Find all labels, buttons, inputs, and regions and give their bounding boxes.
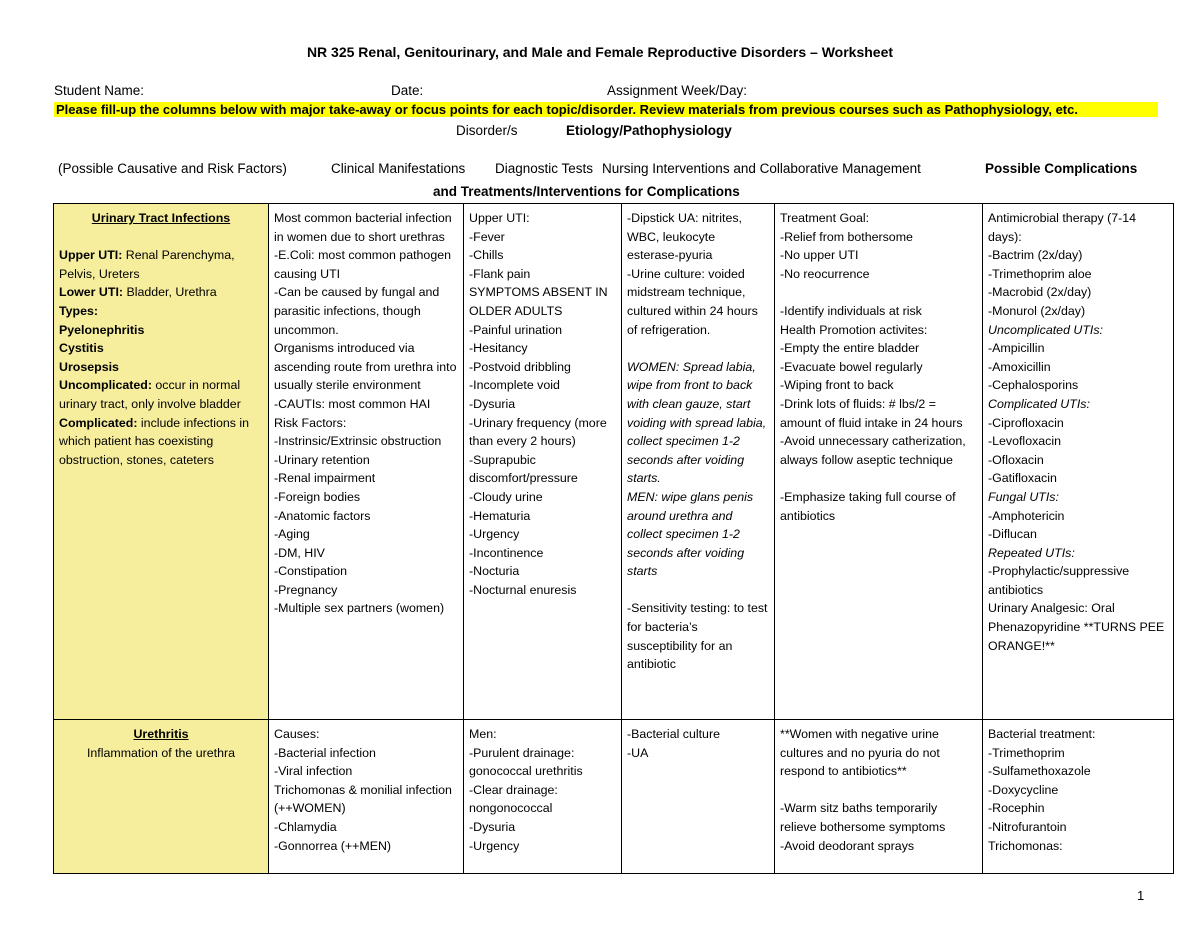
disorder-cell [54,204,269,720]
cell-line [780,725,977,781]
cell-line-text: -Cephalosporins [988,378,1079,393]
cell-line-text: -Gatifloxacin [988,471,1057,486]
cell-line [988,725,1168,744]
clinical-cell [464,720,622,874]
date-label: Date: [391,83,424,98]
cell-line [274,525,458,544]
cell-line-detail: Renal Parenchyma, Pelvis, Ureters [59,248,235,281]
cell-line-text: -DM, HIV [274,545,325,560]
cell-line [469,725,616,744]
cell-line [469,283,616,320]
cell-line-text: -Fever [469,229,505,244]
cell-line-text: -Trimethoprim aloe [988,266,1092,281]
cell-line [274,837,458,856]
cell-line [469,544,616,563]
cell-line-text: Men: [469,727,497,741]
cell-line-text: Lower UTI: [59,285,124,300]
cell-line-text: -Hematuria [469,508,531,523]
cell-line-text: -Bacterial infection [274,745,376,760]
cell-line-text: -Rocephin [988,801,1045,816]
cell-line-text: Pyelonephritis [59,322,145,337]
cell-line-text: -Cloudy urine [469,489,543,504]
cell-line-text: -Doxycycline [988,782,1059,797]
cell-line [988,488,1168,507]
cell-line-text: Fungal UTIs: [988,489,1059,504]
header-treatments: and Treatments/Interventions for Complications [433,184,740,199]
cell-line [780,781,977,800]
cell-line-text: -Can be caused by fungal and parasitic infections, though uncommon. [274,285,440,337]
header-causes: (Possible Causative and Risk Factors) [58,161,287,176]
cell-lines [274,209,458,618]
cell-line [469,246,616,265]
cell-line [59,302,263,321]
cell-line-text: -Incontinence [469,545,544,560]
cell-line [274,725,458,744]
cell-line [469,744,616,781]
cell-lines [469,725,616,855]
cell-line-text: -Warm sitz baths temporarily relieve bothersome symptoms [780,801,946,834]
cell-line-text: -Wiping front to back [780,378,894,393]
cell-line [59,321,263,340]
cell-line-text: -Ampicillin [988,341,1045,356]
cell-line [274,599,458,618]
cell-line [274,762,458,781]
cell-line-text: Treatment Goal: [780,211,870,225]
diagnostic-cell [622,204,775,720]
cell-line [274,209,458,246]
cell-line [988,799,1168,818]
cell-line-text: Uncomplicated: [59,378,152,393]
cell-line-text: -Urgency [469,838,520,853]
cell-line-text: Types: [59,303,99,318]
cell-line [988,358,1168,377]
cell-line [627,265,769,339]
instructions-highlight: Please fill-up the columns below with major take-away or focus points for each topic/disorder. Review materials from previous courses such as Pathophysiology, etc. [54,102,1158,117]
cell-line-text: Complicated UTIs: [988,396,1090,411]
cell-line [780,469,977,488]
cell-line-text: -Aging [274,527,310,542]
cell-line-text: -No reocurrence [780,266,870,281]
cell-line-text: -Prophylactic/suppressive antibiotics [988,564,1130,597]
cell-line-text: -Clear drainage: nongonococcal [469,782,558,816]
cell-line-text: -Sensitivity testing: to test for bacteria’s susceptibility for an antibiotic [627,601,768,672]
cell-line [780,209,977,228]
cell-line [988,781,1168,800]
cell-line-text: -Incomplete void [469,378,560,393]
cell-line-text: Causes: [274,727,320,741]
nursing-cell [775,204,983,720]
cell-line-text: -Ciprofloxacin [988,415,1064,430]
cell-line [59,283,263,302]
cell-line [988,762,1168,781]
cell-line-text: -Anatomic factors [274,508,371,523]
cell-line-text: -Identify individuals at risk [780,303,922,318]
cell-line [274,781,458,818]
cell-line-text: -Urgency [469,527,520,542]
cell-line [780,837,977,856]
cell-line-text: -Nocturia [469,564,520,579]
cell-line-text: -Purulent drainage: gonococcal urethritis [469,745,583,779]
cell-line [988,339,1168,358]
cell-line-text: -Avoid unnecessary catherization, always follow aseptic technique [780,434,966,467]
cell-line-text: Complicated: [59,415,138,430]
cell-line-text: -Macrobid (2x/day) [988,285,1092,300]
cell-line [274,246,458,283]
cell-lines [627,209,769,674]
cell-line [988,525,1168,544]
cell-line [469,488,616,507]
cell-line-text: -Foreign bodies [274,489,361,504]
cell-line-text: Repeated UTIs: [988,545,1075,560]
cell-line [988,209,1168,246]
cell-line [469,228,616,247]
cell-line [988,544,1168,563]
cell-line [274,395,458,414]
cell-line [59,339,263,358]
nursing-cell [775,720,983,874]
cell-line-text: -No upper UTI [780,248,859,263]
cell-line [469,818,616,837]
cell-lines [988,209,1168,655]
cell-line-text: -Nitrofurantoin [988,819,1067,834]
etiology-cell [269,204,464,720]
cell-line-text: WOMEN: Spread labia, wipe from front to back with clean gauze, start voiding with spread labia, collect specimen 1-2 seconds after voiding starts. [627,359,767,486]
cell-line [274,432,458,451]
cell-lines [274,725,458,855]
disorder-cell [54,720,269,874]
cell-line-text: -Nocturnal enuresis [469,582,577,597]
cell-line [627,209,769,265]
cell-line [988,302,1168,321]
cell-line [780,799,977,836]
cell-line [469,451,616,488]
cell-line-text: **Women with negative urine cultures and no pyuria do not respond to antibiotics** [780,727,940,779]
diagnostic-cell [622,720,775,874]
cell-line-text: -Relief from bothersome [780,229,913,244]
header-diagnostic: Diagnostic Tests [495,161,594,176]
cell-line-text: Uncomplicated UTIs: [988,322,1103,337]
cell-line-text: Most common bacterial infection in women due to short urethras [274,211,452,244]
cell-line [469,321,616,340]
cell-line [627,725,769,744]
cell-line [988,599,1168,655]
cell-line [627,744,769,763]
cell-line-text: -Drink lots of fluids: # lbs/2 = amount of fluid intake in 24 hours [780,396,963,430]
cell-line [627,358,769,488]
cell-line-text: -Hesitancy [469,341,528,356]
cell-line [780,228,977,247]
cell-line-text: -Suprapubic discomfort/pressure [469,452,578,486]
cell-line [59,228,263,247]
cell-line-text: -Empty the entire bladder [780,341,920,356]
cell-line [988,562,1168,599]
cell-line [988,376,1168,395]
cell-line [988,744,1168,763]
cell-line [274,818,458,837]
cell-line [274,488,458,507]
cell-line-text: -Ofloxacin [988,452,1044,467]
cell-line-detail: Bladder, Urethra [123,285,217,300]
cell-line [988,395,1168,414]
cell-line-text: -Urinary retention [274,452,370,467]
cell-line [627,599,769,673]
cell-line [780,395,977,432]
cell-line [469,581,616,600]
header-complications: Possible Complications [985,161,1138,176]
cell-line [988,283,1168,302]
cell-lines [627,725,769,762]
cell-line [780,321,977,340]
cell-line [469,395,616,414]
cell-line [469,507,616,526]
cell-line [469,781,616,818]
disorder-title: Urethritis [133,727,189,741]
cell-line [988,451,1168,470]
cell-line-text: Upper UTI: [469,211,530,225]
cell-line-text: -Dipstick UA: nitrites, WBC, leukocyte esterase-pyuria [627,211,742,263]
cell-lines [59,744,263,763]
cell-lines [780,209,977,525]
cell-line [274,544,458,563]
cell-line-text: -Viral infection [274,764,353,779]
cell-line [780,358,977,377]
cell-line [469,265,616,284]
header-etiology: Etiology/Pathophysiology [566,123,732,138]
student-name-label: Student Name: [54,83,145,98]
cell-line [59,246,263,283]
cell-line [780,432,977,469]
cell-lines [59,228,263,470]
cell-line [988,414,1168,433]
cell-line [59,744,263,763]
cell-line [627,488,769,581]
cell-line-text: -CAUTIs: most common HAI [274,396,431,411]
cell-line-text: -Monurol (2x/day) [988,303,1086,318]
cell-line-text: -Pregnancy [274,582,338,597]
cell-line [59,414,263,470]
cell-line-text: MEN: wipe glans penis around urethra and collect specimen 1-2 seconds after voiding starts [627,489,754,579]
cell-line-text: -Renal impairment [274,471,376,486]
cell-line-text: -Bactrim (2x/day) [988,248,1083,263]
cell-line-text: -Amphotericin [988,508,1065,523]
etiology-cell [269,720,464,874]
cell-line [274,507,458,526]
cell-line-text: -Emphasize taking full course of antibiotics [780,489,956,523]
cell-line-text: -Multiple sex partners (women) [274,601,445,616]
worksheet-title: NR 325 Renal, Genitourinary, and Male and Female Reproductive Disorders – Worksheet [306,44,894,60]
cell-line-text: Trichomonas: [988,838,1063,853]
cell-line-text: -UA [627,745,649,760]
cell-line [780,265,977,284]
cell-line-text: -Dysuria [469,396,516,411]
header-disorder: Disorder/s [456,123,518,138]
cell-line-text: -Urine culture: voided midstream technique, cultured within 24 hours of refrigeration. [627,266,758,337]
cell-line [780,488,977,525]
cell-line [988,432,1168,451]
cell-line-text: -Amoxicillin [988,359,1051,374]
complications-cell [983,204,1174,720]
cell-line-text: Organisms introduced via ascending route from urethra into usually sterile environment [274,341,457,393]
cell-line-text: Cystitis [59,341,104,356]
cell-line [469,376,616,395]
cell-lines [469,209,616,599]
cell-line-text: Urosepsis [59,359,119,374]
cell-line [780,376,977,395]
table-row [54,204,1174,720]
cell-line [274,581,458,600]
cell-line-text: Urinary Analgesic: Oral Phenazopyridine **TURNS PEE ORANGE!** [988,601,1165,653]
cell-line [59,376,263,413]
cell-line [988,246,1168,265]
cell-line [627,581,769,600]
cell-line-text: -Trimethoprim [988,745,1065,760]
cell-line-text: -Instrinsic/Extrinsic obstruction [274,434,442,449]
cell-line [469,414,616,451]
cell-line [780,339,977,358]
cell-line [274,469,458,488]
cell-line-text: -Diflucan [988,527,1037,542]
clinical-cell [464,204,622,720]
cell-line-text: Antimicrobial therapy (7-14 days): [988,211,1137,244]
cell-lines [988,725,1168,855]
cell-line [469,525,616,544]
cell-line [469,339,616,358]
cell-line-detail: occur in normal urinary tract, only involve bladder [59,378,241,411]
cell-line-text: Bacterial treatment: [988,727,1096,741]
cell-line [469,562,616,581]
cell-line-text: Risk Factors: [274,415,347,430]
header-nursing: Nursing Interventions and Collaborative Management [602,161,921,176]
cell-line [988,818,1168,837]
cell-line-text: SYMPTOMS ABSENT IN OLDER ADULTS [469,285,608,318]
cell-line-text: -Postvoid dribbling [469,359,571,374]
complications-cell [983,720,1174,874]
cell-line [988,321,1168,340]
table-row [54,720,1174,874]
cell-line [988,469,1168,488]
cell-line [274,744,458,763]
cell-line [274,283,458,339]
cell-line [469,837,616,856]
cell-line [780,283,977,302]
cell-line [469,209,616,228]
cell-line [59,358,263,377]
cell-line-text: -Flank pain [469,266,531,281]
cell-line-text: -Painful urination [469,322,562,337]
worksheet-table [53,203,1174,874]
cell-line [469,358,616,377]
cell-line [274,414,458,433]
cell-line [988,265,1168,284]
cell-line [780,302,977,321]
cell-line-detail: include infections in which patient has coexisting obstruction, stones, cateters [59,415,250,467]
cell-line-text: -Sulfamethoxazole [988,764,1091,779]
cell-line-text: -Evacuate bowel regularly [780,359,923,374]
cell-line [988,507,1168,526]
cell-line-text: -Chills [469,248,504,263]
cell-line-text: Upper UTI: [59,248,123,263]
cell-line [274,562,458,581]
cell-line-text: -Constipation [274,564,348,579]
page-number: 1 [1137,888,1145,903]
cell-lines [780,725,977,855]
cell-line-text: -Levofloxacin [988,434,1062,449]
cell-line-text: -Gonnorrea (++MEN) [274,838,392,853]
cell-line [627,339,769,358]
cell-line-text: -Chlamydia [274,819,337,834]
cell-line-text: -Urinary frequency (more than every 2 hours) [469,415,607,449]
cell-line-text: -Dysuria [469,819,516,834]
disorder-title: Urinary Tract Infections [91,211,231,225]
cell-line [780,246,977,265]
cell-line [274,339,458,395]
cell-line-text: -Bacterial culture [627,727,720,741]
cell-line-text: Inflammation of the urethra [86,745,236,760]
cell-line-text: -Avoid deodorant sprays [780,838,915,853]
cell-line-text: Trichomonas & monilial infection (++WOMEN) [274,782,452,816]
cell-line [274,451,458,470]
header-clinical: Clinical Manifestations [331,161,466,176]
cell-line [988,837,1168,856]
cell-line-text: Health Promotion activites: [780,322,928,337]
assignment-week-label: Assignment Week/Day: [607,83,748,98]
cell-line-text: -E.Coli: most common pathogen causing UTI [274,248,451,281]
